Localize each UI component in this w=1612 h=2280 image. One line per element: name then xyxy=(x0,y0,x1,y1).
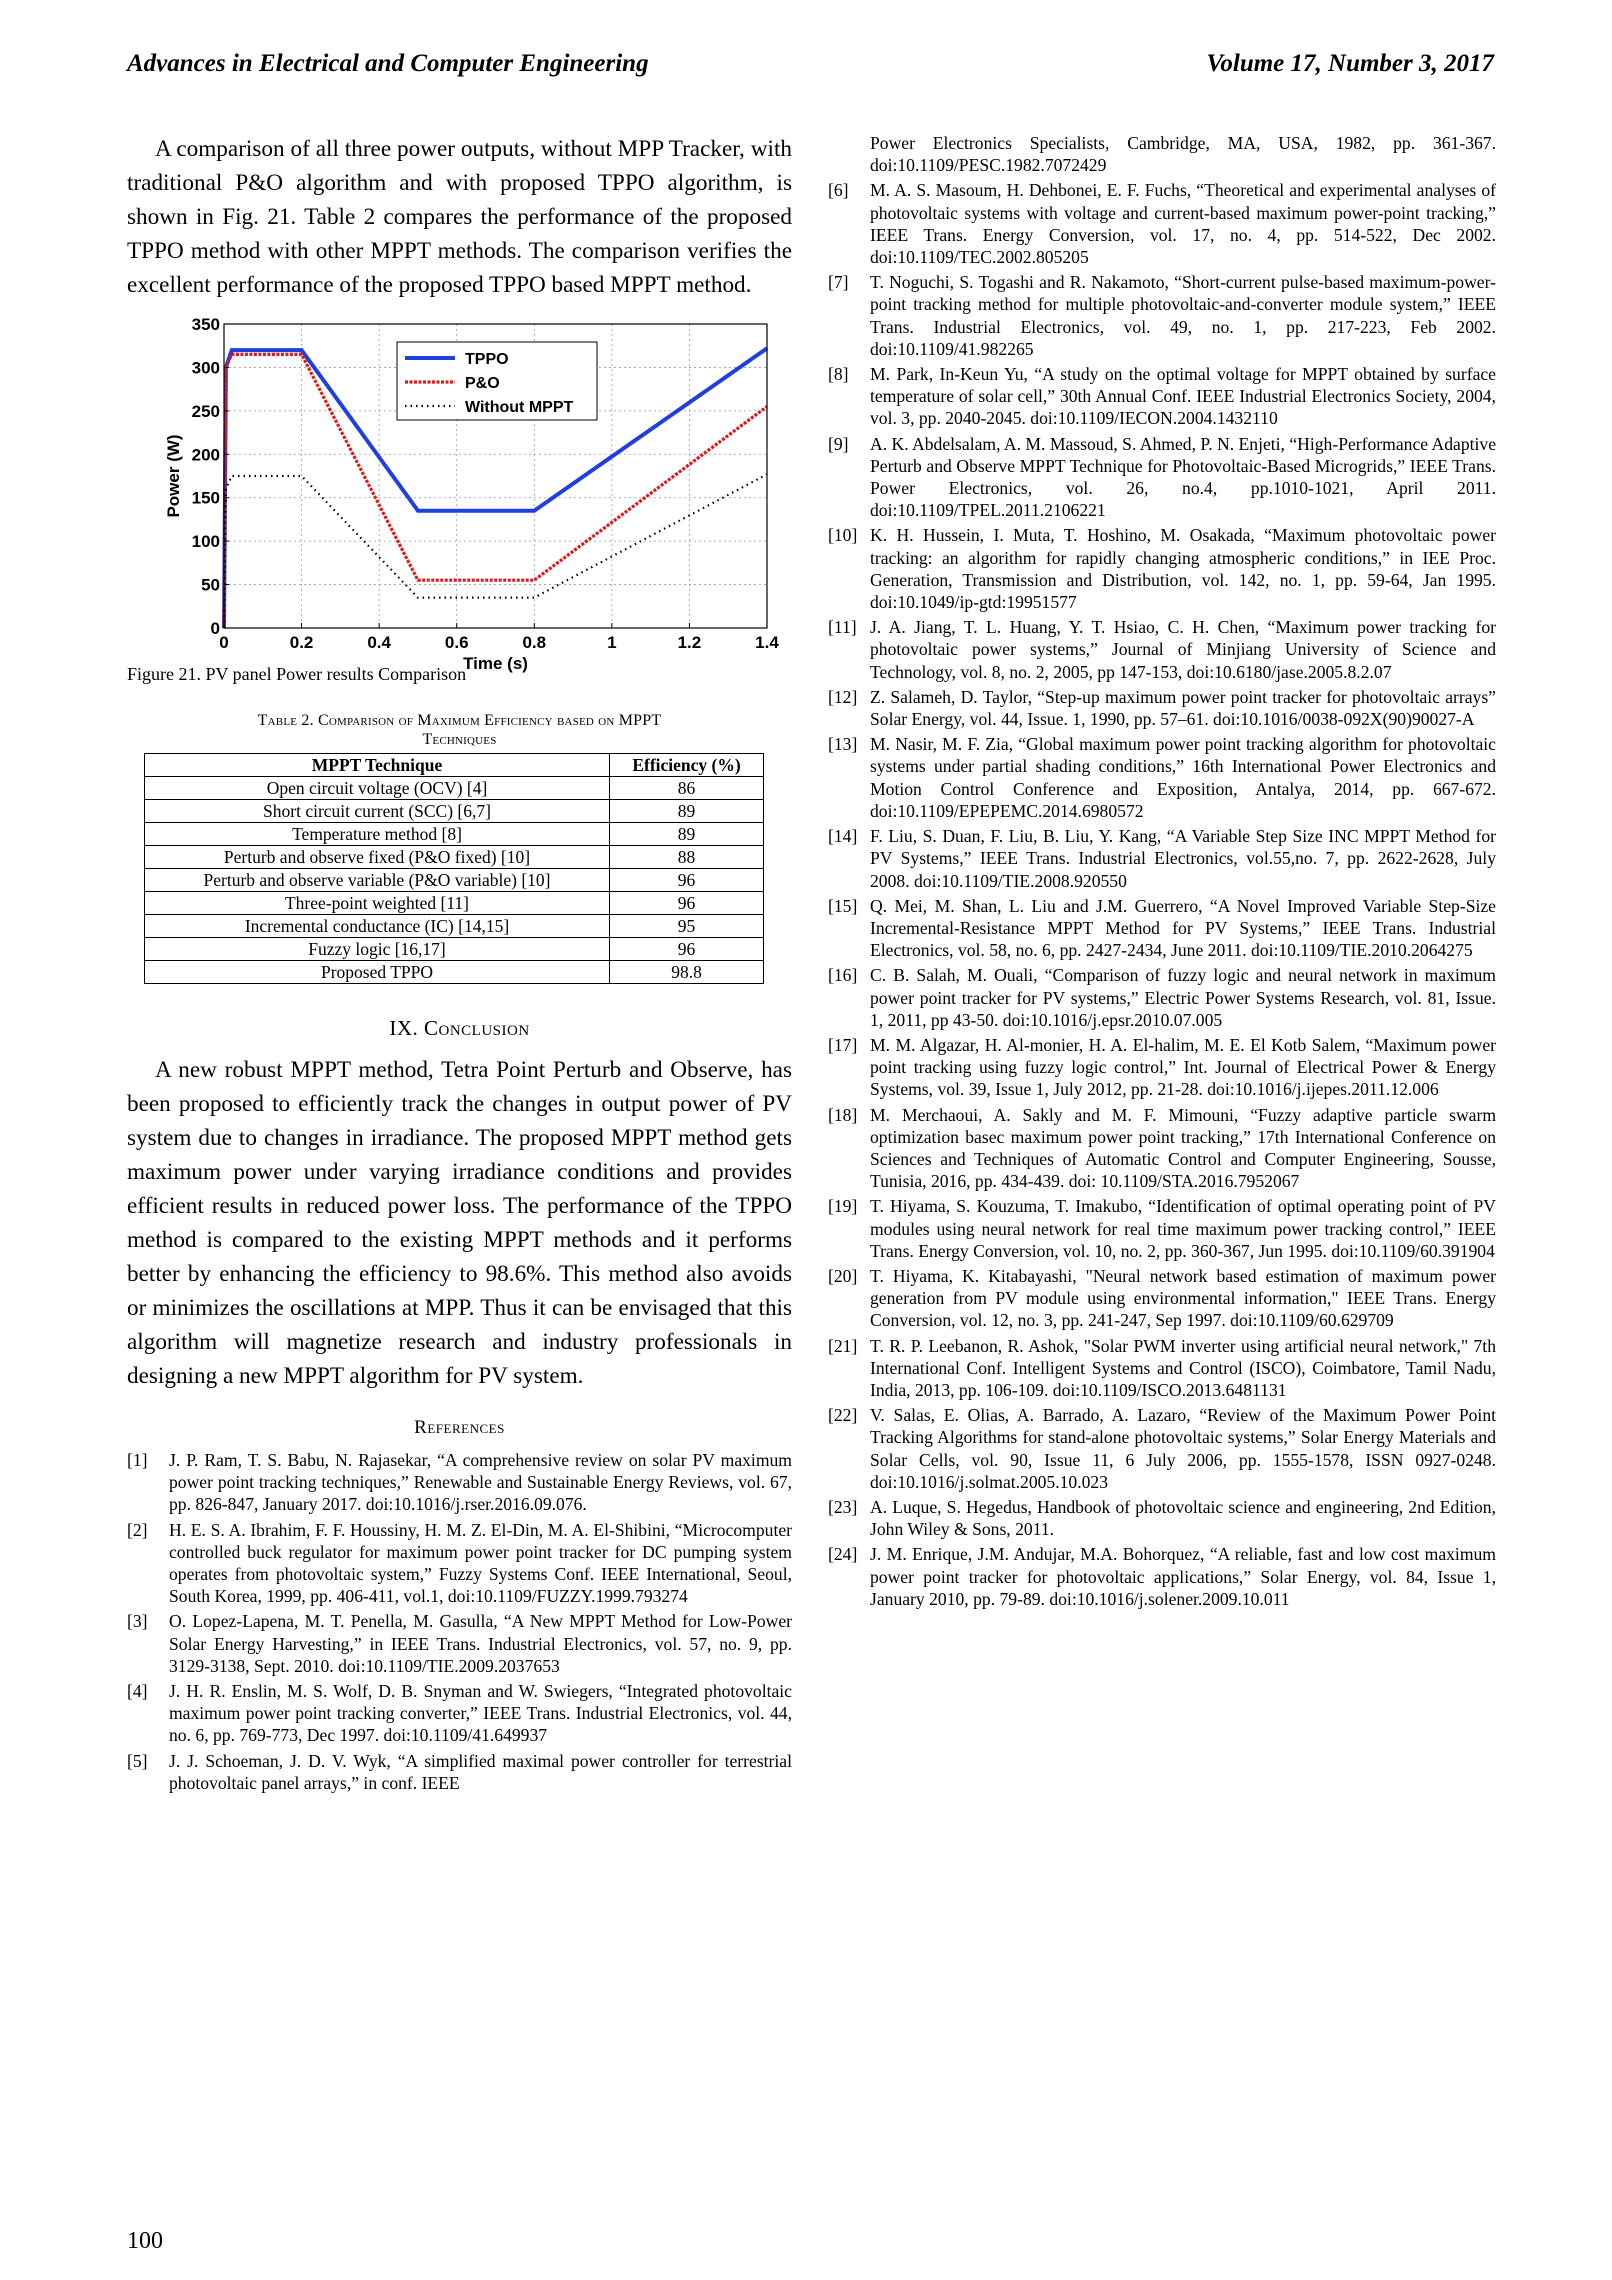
y-tick-label: 150 xyxy=(191,488,220,508)
table-row xyxy=(145,892,764,915)
cell-efficiency: 89 xyxy=(610,823,764,846)
reference-text: M. A. S. Masoum, H. Dehbonei, E. F. Fuchs, “Theoretical and experimental analyses of photovoltaic systems with voltage and current-based maximum power-point tracking,” IEEE Trans. Energy Conversion, vol. 17, no. 4, pp. 514-522, Dec 2002. doi:10.1109/TEC.2002.805205 xyxy=(870,180,1496,268)
reference-text: M. Nasir, M. F. Zia, “Global maximum power point tracking algorithm for photovoltaic systems under partial shading conditions,” 16th International Power Electronics and Motion Control Conference and Exposition, Antalya, 2014, pp. 667-672. doi:10.1109/EPEPEMC.2014.6980572 xyxy=(870,734,1496,821)
table-body xyxy=(145,777,764,984)
reference-number: [6] xyxy=(828,180,849,201)
right-column xyxy=(828,132,1496,1613)
reference-item xyxy=(828,1104,1496,1193)
reference-5-continuation: Power Electronics Specialists, Cambridge, MA, USA, 1982, pp. 361-367. doi:10.1109/PESC.1982.7072429 xyxy=(870,133,1496,176)
header-efficiency: Efficiency (%) xyxy=(610,754,764,777)
conclusion-heading: IX. Conclusion xyxy=(389,1016,530,1040)
x-tick-label: 0.2 xyxy=(289,633,314,652)
y-tick-label: 200 xyxy=(191,445,220,465)
reference-number: [18] xyxy=(828,1104,858,1125)
reference-item xyxy=(828,363,1496,430)
reference-number: [4] xyxy=(127,1681,148,1702)
cell-technique: Perturb and observe variable (P&O variable) [10] xyxy=(145,869,610,892)
y-axis-label: Power (W) xyxy=(164,434,183,518)
x-tick-label: 1 xyxy=(607,633,617,652)
table-title-line2: Techniques xyxy=(422,731,497,748)
reference-text: O. Lopez-Lapena, M. T. Penella, M. Gasulla, “A New MPPT Method for Low-Power Solar Energy Harvesting,” in IEEE Trans. Industrial Electronics, vol. 57, no. 9, pp. 3129-3138, Sept. 2010. doi:10.1109/TIE.2009.2037653 xyxy=(169,1611,792,1676)
reference-text: J. M. Enrique, J.M. Andujar, M.A. Bohorquez, “A reliable, fast and low cost maximum power point tracker for photovoltaic applications,” Solar Energy, vol. 84, Issue 1, January 2010, pp. 79-89. doi:10.1016/j.solener.2009.10.011 xyxy=(870,1544,1496,1609)
reference-text: V. Salas, E. Olias, A. Barrado, A. Lazaro, “Review of the Maximum Power Point Tracking Algorithms for stand-alone photovoltaic systems,” Solar Energy Materials and Solar Cells, vol. 90, Issue 11, 6 July 2006, pp. 1555-1578, ISSN 0927-0248. doi:10.1016/j.solmat.2005.10.023 xyxy=(870,1405,1496,1492)
cell-efficiency: 96 xyxy=(610,892,764,915)
x-tick-label: 0 xyxy=(219,633,229,652)
table-title xyxy=(127,711,792,749)
reference-number: [13] xyxy=(828,734,858,755)
reference-text: T. Hiyama, K. Kitabayashi, "Neural network based estimation of maximum power generation from PV module using environmental information," IEEE Trans. Energy Conversion, vol. 12, no. 3, pp. 241-247, Sep 1997. doi:10.1109/60.629709 xyxy=(870,1265,1496,1331)
table-row xyxy=(145,915,764,938)
reference-item xyxy=(828,1195,1496,1262)
reference-text: Z. Salameh, D. Taylor, “Step-up maximum power point tracker for photovoltaic arrays” Solar Energy, vol. 44, Issue. 1, 1990, pp. 57–61. doi:10.1016/0038-092X(90)90027-A xyxy=(870,686,1496,730)
reference-number: [20] xyxy=(828,1265,858,1286)
reference-item xyxy=(828,524,1496,613)
y-tick-label: 250 xyxy=(191,401,220,421)
reference-item xyxy=(828,1034,1496,1101)
reference-item xyxy=(127,1519,792,1608)
reference-item xyxy=(828,616,1496,683)
reference-item xyxy=(127,1680,792,1747)
reference-item xyxy=(828,964,1496,1031)
cell-efficiency: 95 xyxy=(610,915,764,938)
reference-number: [10] xyxy=(828,525,858,546)
reference-text: M. M. Algazar, H. Al-monier, H. A. El-halim, M. E. El Kotb Salem, “Maximum power point tracking using fuzzy logic control,” Int. Journal of Electrical Power & Energy Systems, vol. 39, Issue 1, July 2012, pp. 21-28. doi:10.1016/j.ijepes.2011.12.006 xyxy=(870,1034,1496,1100)
reference-number: [19] xyxy=(828,1196,858,1217)
reference-number: [3] xyxy=(127,1611,148,1632)
reference-number: [17] xyxy=(828,1034,858,1055)
reference-item xyxy=(127,1610,792,1677)
reference-number: [22] xyxy=(828,1405,858,1426)
cell-technique: Three-point weighted [11] xyxy=(145,892,610,915)
reference-number: [9] xyxy=(828,433,849,454)
reference-number: [24] xyxy=(828,1544,858,1565)
reference-item xyxy=(828,1265,1496,1332)
reference-number: [16] xyxy=(828,965,858,986)
reference-item xyxy=(828,895,1496,962)
references-right xyxy=(828,179,1496,1610)
reference-item xyxy=(828,1335,1496,1402)
header-technique: MPPT Technique xyxy=(145,754,610,777)
y-tick-label: 0 xyxy=(210,619,220,638)
figure-caption: Figure 21. PV panel Power results Comparison xyxy=(127,664,467,684)
reference-number: [15] xyxy=(828,895,858,916)
reference-text: H. E. S. A. Ibrahim, F. F. Houssiny, H. M. Z. El-Din, M. A. El-Shibini, “Microcomputer controlled buck regulator for maximum power point tracker for DC pumping system operates from photovoltaic system,” Fuzzy Systems Conf. IEEE International, Seoul, South Korea, 1999, pp. 406-411, vol.1, doi:10.1109/FUZZY.1999.793274 xyxy=(169,1519,792,1607)
left-column xyxy=(127,132,792,1797)
reference-text: J. H. R. Enslin, M. S. Wolf, D. B. Snyman and W. Swiegers, “Integrated photovoltaic maximum power point tracking converter,” IEEE Trans. Industrial Electronics, vol. 44, no. 6, pp. 769-773, Dec 1997. doi:10.1109/41.649937 xyxy=(169,1681,792,1746)
references-left xyxy=(127,1449,792,1794)
reference-text: J. P. Ram, T. S. Babu, N. Rajasekar, “A comprehensive review on solar PV maximum power point tracking techniques,” Renewable and Sustainable Energy Reviews, vol. 67, pp. 826-847, January 2017. doi:10.1016/j.rser.2016.09.076. xyxy=(169,1450,792,1515)
table-row xyxy=(145,823,764,846)
cell-efficiency: 96 xyxy=(610,869,764,892)
page-number: 100 xyxy=(127,2228,163,2254)
cell-technique: Incremental conductance (IC) [14,15] xyxy=(145,915,610,938)
table-row xyxy=(145,800,764,823)
cell-efficiency: 98.8 xyxy=(610,961,764,984)
reference-number: [12] xyxy=(828,686,858,707)
reference-item xyxy=(828,271,1496,360)
reference-number: [14] xyxy=(828,826,858,847)
x-tick-label: 0.8 xyxy=(522,633,547,652)
reference-item xyxy=(828,1543,1496,1610)
reference-text: J. J. Schoeman, J. D. V. Wyk, “A simplified maximal power controller for terrestrial photovoltaic panel arrays,” in conf. IEEE xyxy=(169,1750,792,1793)
table-title-line1: Table 2. Comparison of Maximum Efficiency based on MPPT xyxy=(257,712,662,729)
table-row xyxy=(145,777,764,800)
reference-text: Q. Mei, M. Shan, L. Liu and J.M. Guerrero, “A Novel Improved Variable Step-Size Incremental-Resistance MPPT Method for PV Systems,” IEEE Trans. Industrial Electronics, vol. 58, no. 6, pp. 2427-2434, June 2011. doi:10.1109/TIE.2010.2064275 xyxy=(870,895,1496,961)
table-row xyxy=(145,938,764,961)
y-tick-label: 100 xyxy=(191,532,220,552)
reference-text: K. H. Hussein, I. Muta, T. Hoshino, M. Osakada, “Maximum photovoltaic power tracking: an algorithm for rapidly changing atmospheric conditions,” in IEE Proc. Generation, Transmission and Distribution, vol. 142, no. 1, pp. 59-64, Jan 1995. doi:10.1049/ip-gtd:19951577 xyxy=(870,525,1496,613)
legend-label: TPPO xyxy=(465,351,509,368)
y-tick-label: 300 xyxy=(191,358,220,378)
reference-text: J. A. Jiang, T. L. Huang, Y. T. Hsiao, C. H. Chen, “Maximum power tracking for photovoltaic power systems,” Journal of Minjiang University of Science and Technology, vol. 8, no. 2, 2005, pp 147-153, doi:10.6180/jase.2005.8.2.07 xyxy=(870,617,1496,682)
y-tick-label: 50 xyxy=(201,575,220,595)
reference-item xyxy=(828,825,1496,892)
cell-technique: Temperature method [8] xyxy=(145,823,610,846)
reference-text: M. Merchaoui, A. Sakly and M. F. Mimouni, “Fuzzy adaptive particle swarm optimization basec maximum power point tracking,” 17th International Conference on Sciences and Techniques of Automatic Control and Computer Engineering, Sousse, Tunisia, 2016, pp. 434-439. doi: 10.1109/STA.2016.7952067 xyxy=(870,1104,1496,1192)
power-comparison-chart xyxy=(127,315,792,673)
reference-item xyxy=(828,686,1496,730)
table-row xyxy=(145,846,764,869)
cell-technique: Proposed TPPO xyxy=(145,961,610,984)
x-tick-label: 1.2 xyxy=(677,633,702,652)
x-tick-label: 0.4 xyxy=(367,633,391,652)
x-tick-label: 1.4 xyxy=(755,633,779,652)
reference-item xyxy=(127,1449,792,1516)
legend-label: Without MPPT xyxy=(465,399,574,416)
reference-number: [8] xyxy=(828,364,849,385)
volume-info: Volume 17, Number 3, 2017 xyxy=(1206,50,1494,77)
reference-item xyxy=(828,179,1496,268)
reference-item xyxy=(127,1750,792,1794)
reference-number: [1] xyxy=(127,1450,148,1470)
cell-technique: Fuzzy logic [16,17] xyxy=(145,938,610,961)
reference-number: [2] xyxy=(127,1519,148,1540)
reference-text: A. K. Abdelsalam, A. M. Massoud, S. Ahmed, P. N. Enjeti, “High-Performance Adaptive Perturb and Observe MPPT Technique for Photovoltaic-Based Microgrids,” IEEE Trans. Power Electronics, vol. 26, no.4, pp.1010-1021, April 2011. doi:10.1109/TPEL.2011.2106221 xyxy=(870,433,1496,521)
reference-number: [23] xyxy=(828,1496,858,1517)
reference-text: F. Liu, S. Duan, F. Liu, B. Liu, Y. Kang, “A Variable Step Size INC MPPT Method for PV Systems,” IEEE Trans. Industrial Electronics, vol.55,no. 7, pp. 2622-2628, July 2008. doi:10.1109/TIE.2008.920550 xyxy=(870,826,1496,891)
reference-number: [21] xyxy=(828,1335,858,1356)
cell-technique: Short circuit current (SCC) [6,7] xyxy=(145,800,610,823)
table-header-row xyxy=(145,754,764,777)
reference-text: T. R. P. Leebanon, R. Ashok, "Solar PWM inverter using artificial neural network," 7th International Conf. Intelligent Systems and Control (ISCO), Coimbatore, Tamil Nadu, India, 2013, pp. 106-109. doi:10.1109/ISCO.2013.6481131 xyxy=(870,1335,1496,1400)
reference-number: [5] xyxy=(127,1750,148,1771)
cell-efficiency: 88 xyxy=(610,846,764,869)
reference-text: T. Noguchi, S. Togashi and R. Nakamoto, “Short-current pulse-based maximum-power-point tracking method for multiple photovoltaic-and-converter module system,” IEEE Trans. Industrial Electronics, vol. 49, no. 1, pp. 217-223, Feb 2002. doi:10.1109/41.982265 xyxy=(870,272,1496,359)
legend-label: P&O xyxy=(465,375,500,392)
cell-efficiency: 86 xyxy=(610,777,764,800)
reference-text: C. B. Salah, M. Ouali, “Comparison of fuzzy logic and neural network in maximum power point tracker for PV systems,” Electric Power Systems Research, vol. 81, Issue. 1, 2011, pp 43-50. doi:10.1016/j.epsr.2010.07.005 xyxy=(870,965,1496,1030)
reference-item xyxy=(828,433,1496,522)
reference-text: T. Hiyama, S. Kouzuma, T. Imakubo, “Identification of optimal operating point of PV modules using neural network for real time maximum power tracking control,” IEEE Trans. Energy Conversion, vol. 10, no. 2, pp. 360-367, Jun 1995. doi:10.1109/60.391904 xyxy=(870,1196,1496,1261)
cell-technique: Perturb and observe fixed (P&O fixed) [10] xyxy=(145,846,610,869)
reference-text: M. Park, In-Keun Yu, “A study on the optimal voltage for MPPT obtained by surface temperature of solar cell,” 30th Annual Conf. IEEE Industrial Electronics Society, 2004, vol. 3, pp. 2040-2045. doi:10.1109/IECON.2004.1432110 xyxy=(870,364,1496,429)
reference-number: [7] xyxy=(828,272,849,293)
conclusion-paragraph: A new robust MPPT method, Tetra Point Perturb and Observe, has been proposed to efficiently track the changes in output power of PV system due to changes in irradiance. The proposed MPPT method gets maximum power under varying irradiance conditions and provides efficient results in reduced power loss. The performance of the TPPO method is compared to the existing MPPT methods and it performs better by enhancing the efficiency to 98.6%. This method also avoids or minimizes the oscillations at MPP. Thus it can be envisaged that this algorithm will magnetize research and industry professionals in designing a new MPPT algorithm for PV system. xyxy=(127,1057,792,1389)
references-heading: References xyxy=(414,1417,505,1438)
cell-efficiency: 96 xyxy=(610,938,764,961)
reference-item xyxy=(828,733,1496,822)
x-tick-label: 0.6 xyxy=(444,633,469,652)
reference-number: [11] xyxy=(828,617,857,638)
y-tick-label: 350 xyxy=(191,315,220,334)
x-axis-label: Time (s) xyxy=(463,654,528,673)
cell-efficiency: 89 xyxy=(610,800,764,823)
figure-21-chart xyxy=(127,315,792,673)
reference-text: A. Luque, S. Hegedus, Handbook of photovoltaic science and engineering, 2nd Edition, John Wiley & Sons, 2011. xyxy=(870,1496,1496,1540)
cell-technique: Open circuit voltage (OCV) [4] xyxy=(145,777,610,800)
intro-paragraph: A comparison of all three power outputs, without MPP Tracker, with traditional P&O algorithm and with proposed TPPO algorithm, is shown in Fig. 21. Table 2 compares the performance of the proposed TPPO method with other MPPT methods. The comparison verifies the excellent performance of the proposed TPPO based MPPT method. xyxy=(127,136,792,298)
table-row xyxy=(145,869,764,892)
reference-item xyxy=(828,1404,1496,1493)
reference-item xyxy=(828,1496,1496,1540)
table-row xyxy=(145,961,764,984)
efficiency-table xyxy=(144,753,764,984)
journal-title: Advances in Electrical and Computer Engineering xyxy=(127,50,649,77)
